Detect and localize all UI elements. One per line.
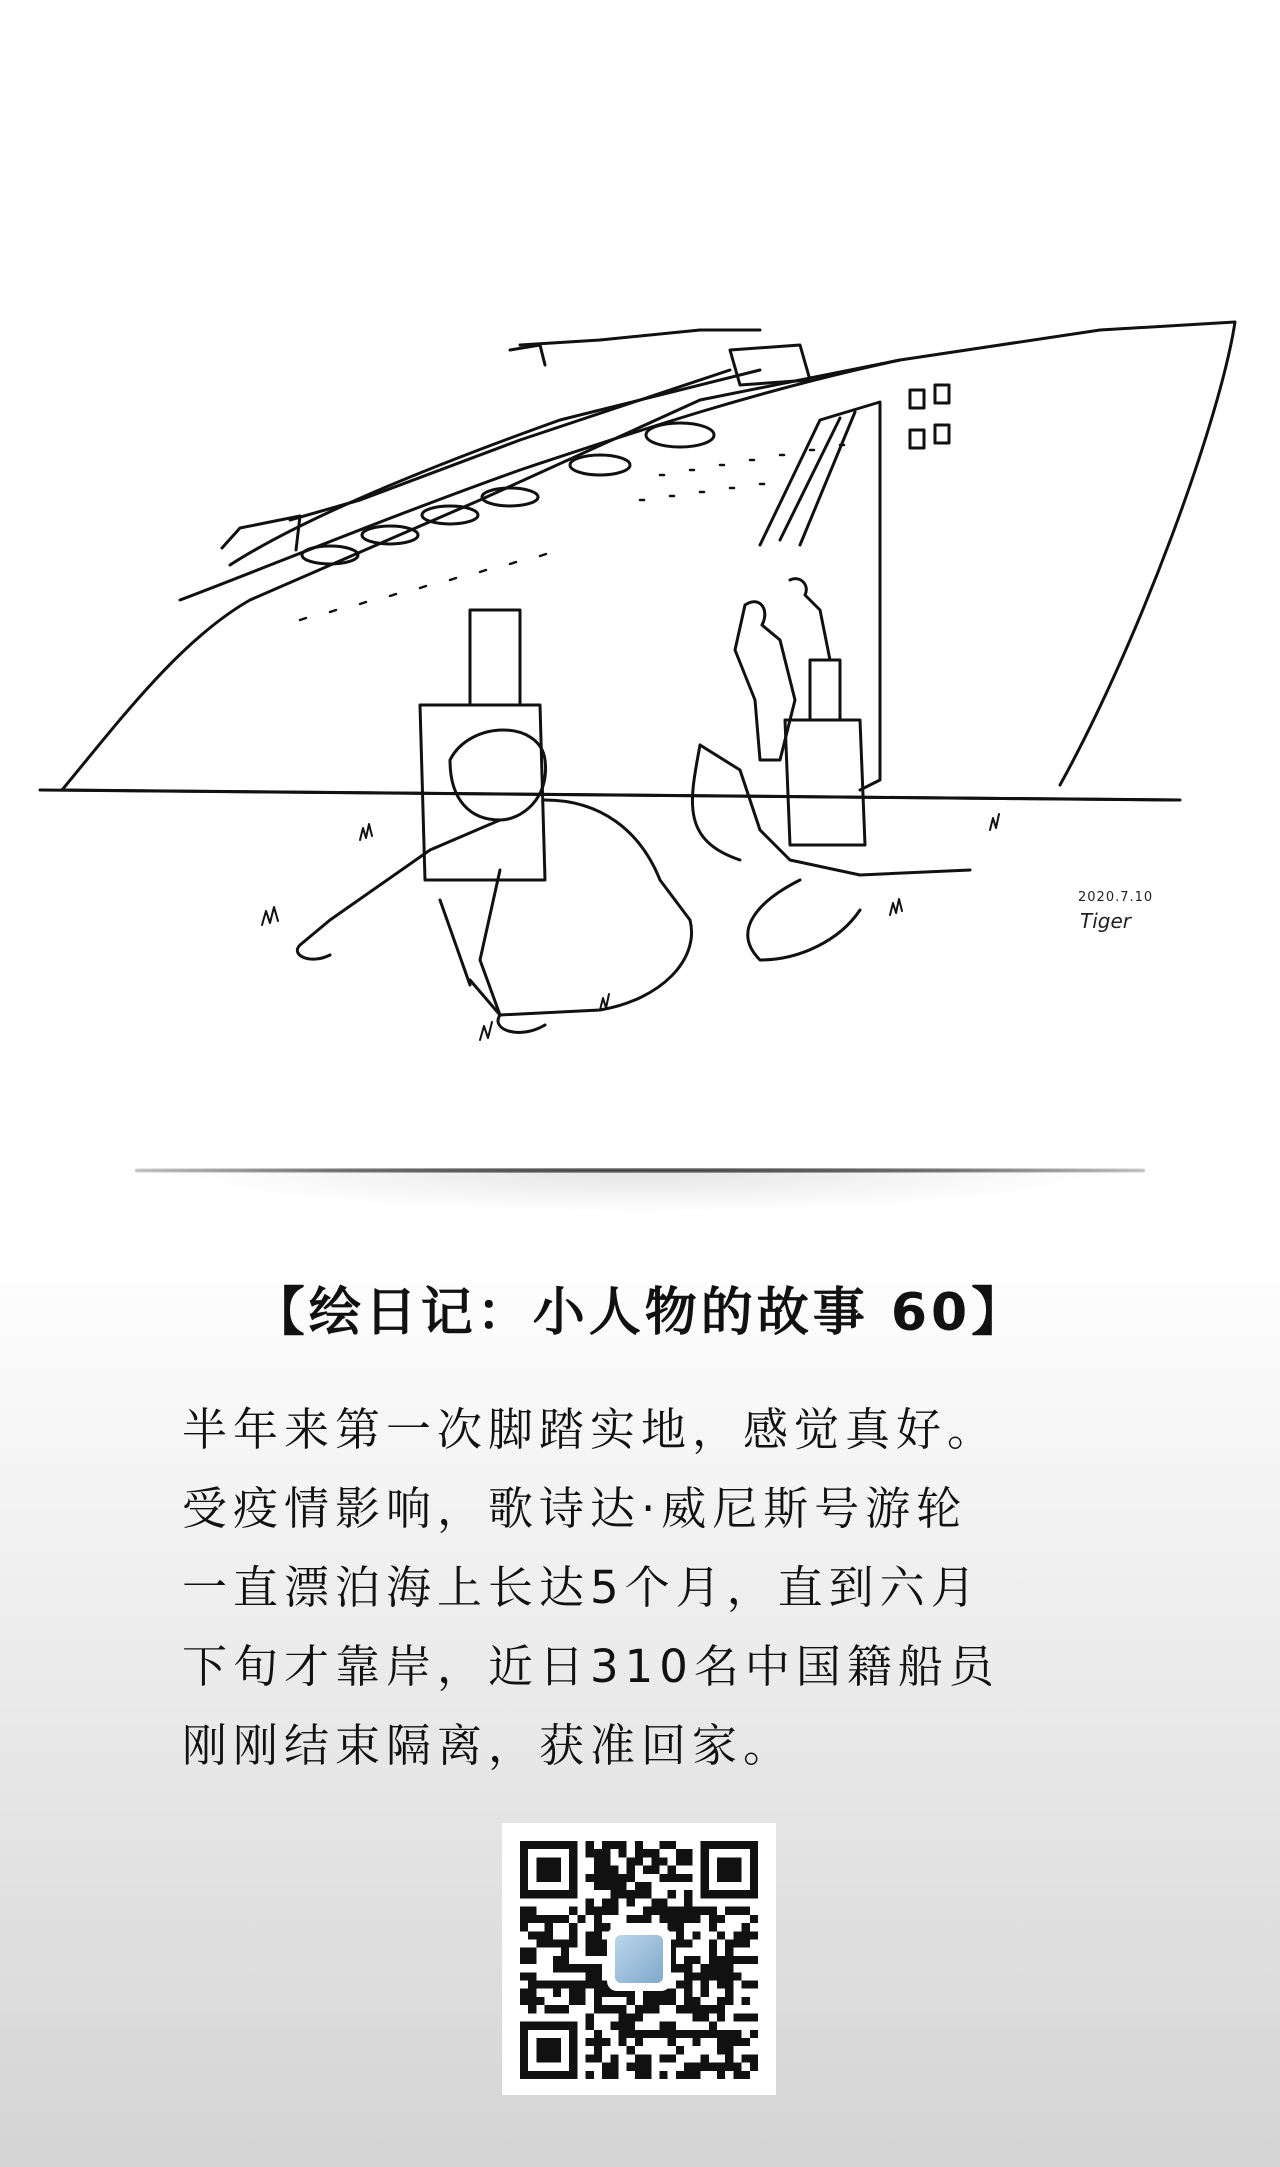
signature-date: 2020.7.10 xyxy=(1078,890,1154,905)
qr-code-card[interactable] xyxy=(502,1823,776,2095)
body-line: 刚刚结束隔离，获准回家。 xyxy=(182,1719,795,1772)
artist-signature xyxy=(1078,890,1153,933)
body-line: 受疫情影响，歌诗达·威尼斯号游轮 xyxy=(182,1482,968,1535)
body-line: 半年来第一次脚踏实地，感觉真好。 xyxy=(182,1403,999,1456)
body-line: 一直漂泊海上长达5个月，直到六月 xyxy=(182,1561,982,1614)
divider-shadow xyxy=(180,1173,1100,1213)
body-line: 下旬才靠岸，近日310名中国籍船员 xyxy=(182,1640,1000,1693)
qr-logo xyxy=(609,1929,669,1989)
reclining-woman xyxy=(700,745,970,875)
signature-name: Tiger xyxy=(1080,909,1131,933)
kneeling-man xyxy=(450,730,546,820)
ship-hull xyxy=(62,322,1235,790)
body-text xyxy=(182,1390,1112,1785)
page-title: 【绘日记：小人物的故事 60】 xyxy=(252,1283,1028,1343)
crew-member xyxy=(735,602,795,760)
qr-logo-image xyxy=(615,1935,663,1983)
